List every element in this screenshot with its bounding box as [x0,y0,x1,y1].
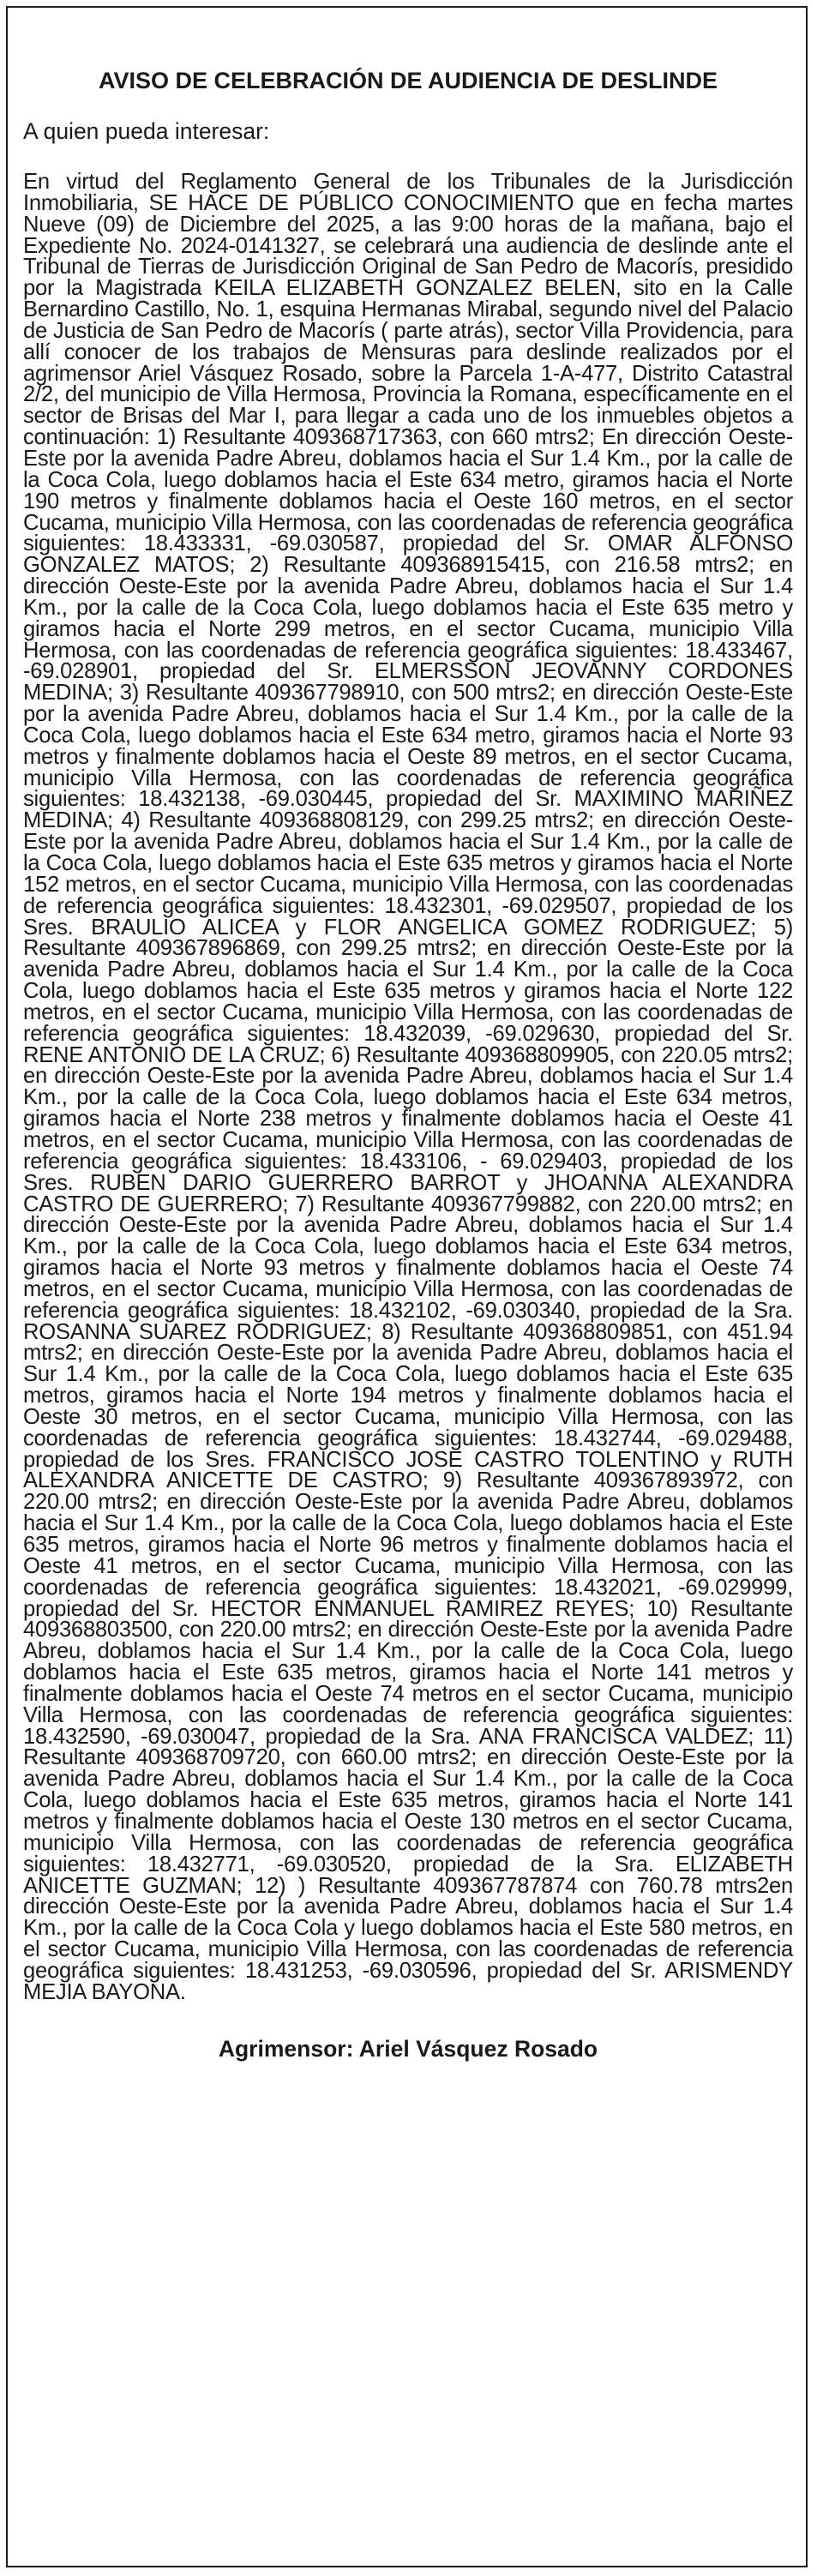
salutation: A quien pueda interesar: [23,118,270,144]
notice-body: En virtud del Reglamento General de los Tribunales de la Jurisdicción Inmobiliaria, SE HACE DE PÚBLICO CONOCIMIENTO que en fecha martes Nueve (09) de Diciembre del 2025, a las 9:00 horas de la mañana, bajo el Expediente No. 2024-0141327, se celebrará una audiencia de deslinde ante el Tribunal de Tierras de Jurisdicción Original de San Pedro de Macorís, presidido por la Magistrada KEILA ELIZABETH GONZALEZ BELEN, sito en la Calle Bernardino Castillo, No. 1, esquina Hermanas Mirabal, segundo nivel del Palacio de Justicia de San Pedro de Macorís ( parte atrás), sector Villa Providencia, para allí conocer de los trabajos de Mensuras para deslinde realizados por el agrimensor Ariel Vásquez Rosado, sobre la Parcela 1-A-477, Distrito Catastral 2/2, del municipio de Villa Hermosa, Provincia la Romana, específicamente en el sector de Brisas del Mar I, para llegar a cada uno de los inmuebles objetos a continuación: 1) Resultante 409368717363, con 660 mtrs2; En dirección Oeste-Este por la avenida Padre Abreu, doblamos hacia el Sur 1.4 Km., por la calle de la Coca Cola, luego doblamos hacia el Este 634 metro, giramos hacia el Norte 190 metros y finalmente doblamos hacia el Oeste 160 metros, en el sector Cucama, municipio Villa Hermosa, con las coordenadas de referencia geográfica siguientes: 18.433331, -69.030587, propiedad del Sr. OMAR ALFONSO GONZALEZ MATOS; 2) Resultante 409368915415, con 216.58 mtrs2; en dirección Oeste-Este por la avenida Padre Abreu, doblamos hacia el Sur 1.4 Km., por la calle de la Coca Cola, luego doblamos hacia el Este 635 metro y giramos hacia el Norte 299 metros, en el sector Cucama, municipio Villa Hermosa, con las coordenadas de referencia geográfica siguientes: 18.433467, -69.028901, propiedad del Sr. ELMERSSON JEOVANNY CORDONES MEDINA; 3) Resultante 409367798910, con 500 mtrs2; en dirección Oeste-Este por la avenida Padre Abreu, doblamos hacia el Sur 1.4 Km., por la calle de la Coca Cola, luego doblamos hacia el Este 634 metro, giramos hacia el Norte 93 metros y finalmente doblamos hacia el Oeste 89 metros, en el sector Cucama, municipio Villa Hermosa, con las coordenadas de referencia geográfica siguientes: 18.432138, -69.030445, propiedad del Sr. MAXIMINO MARIÑEZ MEDINA; 4) Resultante 409368808129, con 299.25 mtrs2; en dirección Oeste-Este por la avenida Padre Abreu, doblamos hacia el Sur 1.4 Km., por la calle de la Coca Cola, luego doblamos hacia el Este 635 metros y giramos hacia el Norte 152 metros, en el sector Cucama, municipio Villa Hermosa, con las coordenadas de referencia geográfica siguientes: 18.432301, -69.029507, propiedad de los Sres. BRAULIO ALICEA y FLOR ANGELICA GOMEZ RODRIGUEZ; 5) Resultante 409367896869, con 299.25 mtrs2; en dirección Oeste-Este por la avenida Padre Abreu, doblamos hacia el Sur 1.4 Km., por la calle de la Coca Cola, luego doblamos hacia el Este 635 metros y giramos hacia el Norte 122 metros, en el sector Cucama, municipio Villa Hermosa, con las coordenadas de referencia geográfica siguientes: 18.432039, -69.029630, propiedad del Sr. RENE ANTONIO DE LA CRUZ; 6) Resultante 409368809905, con 220.05 mtrs2; en dirección Oeste-Este por la avenida Padre Abreu, doblamos hacia el Sur 1.4 Km., por la calle de la Coca Cola, luego doblamos hacia el Este 634 metros, giramos hacia el Norte 238 metros y finalmente doblamos hacia el Oeste 41 metros, en el sector Cucama, municipio Villa Hermosa, con las coordenadas de referencia geográfica siguientes: 18.433106, - 69.029403, propiedad de los Sres. RUBEN DARIO GUERRERO BARROT y JHOANNA ALEXANDRA CASTRO DE GUERRERO; 7) Resultante 409367799882, con 220.00 mtrs2; en dirección Oeste-Este por la avenida Padre Abreu, doblamos hacia el Sur 1.4 Km., por la calle de la Coca Cola, luego doblamos hacia el Este 634 metros, giramos hacia el Norte 93 metros y finalmente doblamos hacia el Oeste 74 metros, en el sector Cucama, municipio Villa Hermosa, con las coordenadas de referencia geográfica siguientes: 18.432102, -69.030340, propiedad de la Sra. ROSANNA SUAREZ RODRIGUEZ; 8) Resultante 409368809851, con 451.94 mtrs2; en dirección Oeste-Este por la avenida Padre Abreu, doblamos hacia el Sur 1.4 Km., por la calle de la Coca Cola, luego doblamos hacia el Este 635 metros, giramos hacia el Norte 194 metros y finalmente doblamos hacia el Oeste 30 metros, en el sector Cucama, municipio Villa Hermosa, con las coordenadas de referencia geográfica siguientes: 18.432744, -69.029488, propiedad de los Sres. FRANCISCO JOSE CASTRO TOLENTINO y RUTH ALEXANDRA ANICETTE DE CASTRO; 9) Resultante 409367893972, con 220.00 mtrs2; en dirección Oeste-Este por la avenida Padre Abreu, doblamos hacia el Sur 1.4 Km., por la calle de la Coca Cola, luego doblamos hacia el Este 635 metros, giramos hacia el Norte 96 metros y finalmente doblamos hacia el Oeste 41 metros, en el sector Cucama, municipio Villa Hermosa, con las coordenadas de referencia geográfica siguientes: 18.432021, -69.029999, propiedad del Sr. HECTOR ENMANUEL RAMIREZ REYES; 10) Resultante 409368803500, con 220.00 mtrs2; en dirección Oeste-Este por la avenida Padre Abreu, doblamos hacia el Sur 1.4 Km., por la calle de la Coca Cola, luego doblamos hacia el Este 635 metros, giramos hacia el Norte 141 metros y finalmente doblamos hacia el Oeste 74 metros en el sector Cucama, municipio Villa Hermosa, con las coordenadas de referencia geográfica siguientes: 18.432590, -69.030047, propiedad de la Sra. ANA FRANCISCA VALDEZ; 11) Resultante 409368709720, con 660.00 mtrs2; en dirección Oeste-Este por la avenida Padre Abreu, doblamos hacia el Sur 1.4 Km., por la calle de la Coca Cola, luego doblamos hacia el Este 635 metros, giramos hacia el Norte 141 metros y finalmente doblamos hacia el Oeste 130 metros en el sector Cucama, municipio Villa Hermosa, con las coordenadas de referencia geográfica siguientes: 18.432771, -69.030520, propiedad de la Sra. ELIZABETH ANICETTE GUZMAN; 12) ) Resultante 409367787874 con 760.78 mtrs2en dirección Oeste-Este por la avenida Padre Abreu, doblamos hacia el Sur 1.4 Km., por la calle de la Coca Cola y luego doblamos hacia el Este 580 metros, en el sector Cucama, municipio Villa Hermosa, con las coordenadas de referencia geográfica siguientes: 18.431253, -69.030596, propiedad del Sr. ARISMENDY MEJIA BAYONA. [23,170,793,2004]
notice-content [23,48,793,2063]
signature: Agrimensor: Ariel Vásquez Rosado [218,2035,598,2062]
notice-title: AVISO DE CELEBRACIÓN DE AUDIENCIA DE DESLINDE [98,68,718,93]
